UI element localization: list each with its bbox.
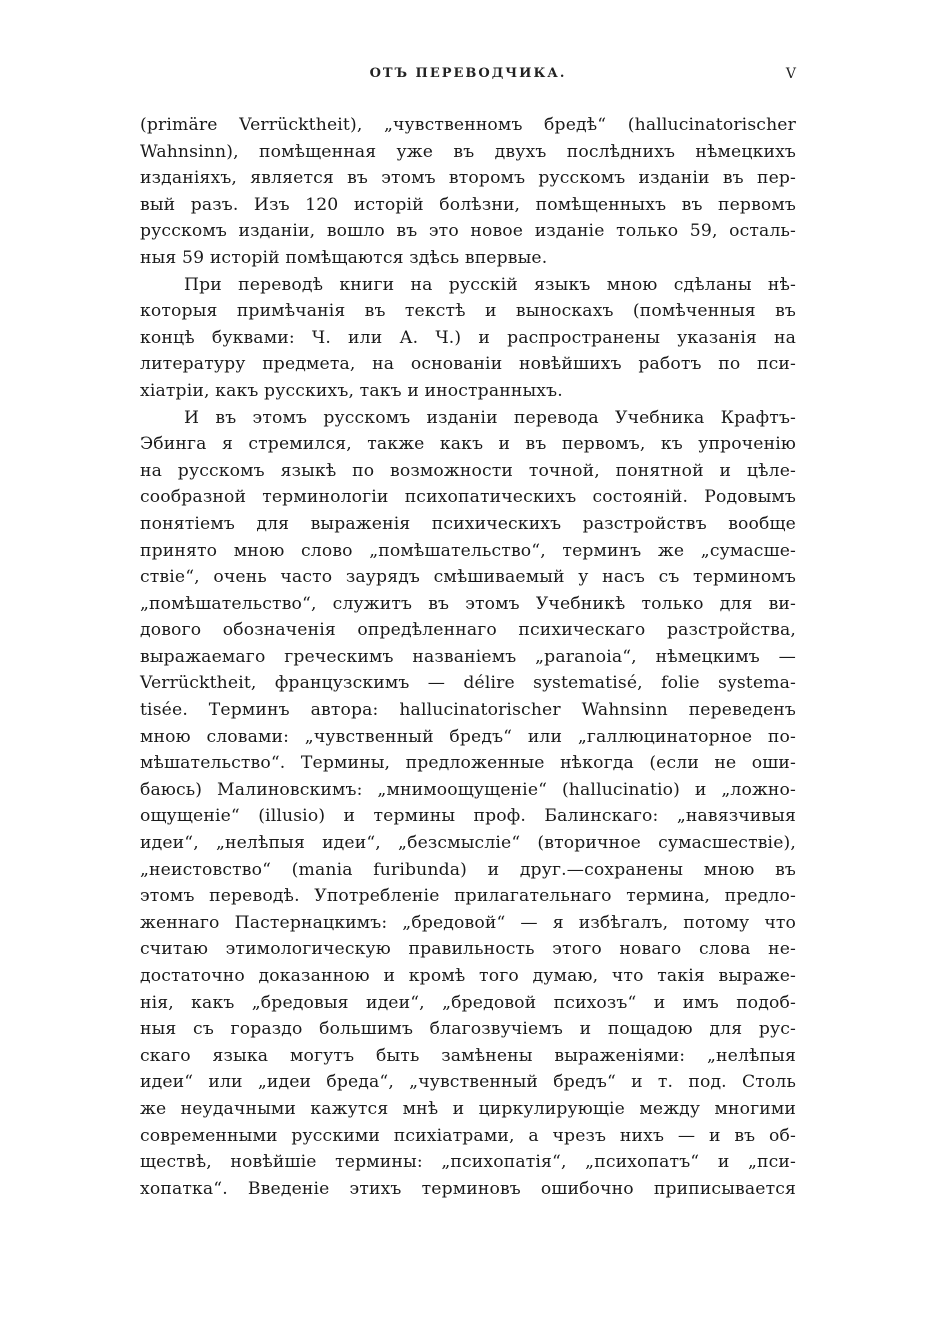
text-line: идеи“ или „идеи бреда“, „чувственный бредъ“ и т. под. Столь: [140, 1072, 796, 1093]
text-line: „помѣшательство“, служитъ въ этомъ Учебникѣ только для ви-: [140, 593, 796, 614]
text-line: нія, какъ „бредовыя идеи“, „бредовой психозъ“ и имъ подоб-: [140, 992, 796, 1013]
text-line: же неудачными кажутся мнѣ и циркулирующіе между многими: [140, 1098, 796, 1119]
text-line: литературу предмета, на основаніи новѣйшихъ работъ по пси-: [140, 354, 796, 375]
running-head: [140, 66, 796, 88]
text-line: мѣшательство“. Термины, предложенные нѣкогда (если не оши-: [140, 753, 796, 774]
text-line: которыя примѣчанія въ текстѣ и выноскахъ (помѣченныя въ: [140, 301, 796, 322]
running-title: ОТЪ ПЕРЕВОДЧИКА.: [369, 66, 567, 81]
text-line: tisée. Терминъ автора: hallucinatorischer Wahnsinn переведенъ: [140, 700, 796, 721]
body-text: [140, 112, 796, 1202]
text-line: концѣ буквами: Ч. или А. Ч.) и распространены указанія на: [140, 327, 796, 348]
page-number: V: [785, 66, 796, 82]
text-line: При переводѣ книги на русскій языкъ мною сдѣланы нѣ-: [184, 274, 796, 295]
text-line: ныя съ гораздо большимъ благозвучіемъ и пощадою для рус-: [140, 1019, 796, 1040]
text-line: сообразной терминологіи психопатическихъ состояній. Родовымъ: [140, 487, 796, 508]
text-line: считаю этимологическую правильность этого новаго слова не-: [140, 939, 796, 960]
text-line: вый разъ. Изъ 120 исторій болѣзни, помѣщенныхъ въ первомъ: [140, 194, 796, 215]
text-line: выражаемаго греческимъ названіемъ „paranoia“, нѣмецкимъ —: [140, 646, 796, 667]
text-line: понятіемъ для выраженія психическихъ разстройствъ вообще: [140, 513, 796, 534]
text-line: достаточно доказанною и кромѣ того думаю, что такія выраже-: [140, 966, 796, 986]
text-line: идеи“, „нелѣпыя идеи“, „безсмысліе“ (вторичное сумасшествіе),: [140, 833, 796, 854]
text-line: хопатка“. Введеніе этихъ терминовъ ошибочно приписывается: [140, 1178, 796, 1199]
text-line: Эбинга я стремился, также какъ и въ первомъ, къ упроченію: [140, 434, 796, 455]
text-line: принято мною слово „помѣшательство“, терминъ же „сумасше-: [140, 540, 796, 561]
text-line: русскомъ изданіи, вошло въ это новое изданіе только 59, осталь-: [140, 221, 796, 242]
text-line: Verrücktheit, французскимъ — délire systematisé, folie systema-: [140, 673, 796, 694]
text-line: скаго языка могутъ быть замѣнены выраженіями: „нелѣпыя: [140, 1045, 796, 1066]
text-line: И въ этомъ русскомъ изданіи перевода Учебника Крафтъ-: [184, 407, 796, 428]
text-line: дового обозначенія опредѣленнаго психическаго разстройства,: [140, 620, 796, 641]
text-line: женнаго Пастернацкимъ: „бредовой“ — я избѣгалъ, потому что: [140, 912, 796, 933]
text-line: ныя 59 исторій помѣщаются здѣсь впервые.: [140, 247, 548, 268]
text-line: хіатріи, какъ русскихъ, такъ и иностранныхъ.: [140, 380, 563, 401]
text-line: современными русскими психіатрами, а чрезъ нихъ — и въ об-: [140, 1125, 796, 1146]
text-line: баюсь) Малиновскимъ: „мнимоощущеніе“ (hallucinatio) и „ложно-: [140, 779, 796, 800]
text-line: ощущеніе“ (illusio) и термины проф. Балинскаго: „навязчивыя: [140, 806, 796, 827]
text-line: мною словами: „чувственный бредъ“ или „галлюцинаторное по-: [140, 726, 796, 747]
text-line: Wahnsinn), помѣщенная уже въ двухъ послѣднихъ нѣмецкихъ: [140, 141, 796, 162]
text-line: изданіяхъ, является въ этомъ второмъ русскомъ изданіи въ пер-: [140, 168, 796, 189]
text-line: этомъ переводѣ. Употребленіе прилагательнаго термина, предло-: [140, 886, 796, 907]
text-line: на русскомъ языкѣ по возможности точной, понятной и цѣле-: [140, 460, 796, 481]
text-line: (primäre Verrücktheit), „чувственномъ бредѣ“ (hallucinatorischer: [140, 115, 796, 135]
text-line: „неистовство“ (mania furibunda) и друг.—сохранены мною въ: [140, 859, 796, 880]
text-line: ствіе“, очень часто заурядъ смѣшиваемый у насъ съ терминомъ: [140, 567, 796, 588]
text-line: ществѣ, новѣйшіе термины: „психопатія“, „психопатъ“ и „пси-: [140, 1152, 796, 1173]
